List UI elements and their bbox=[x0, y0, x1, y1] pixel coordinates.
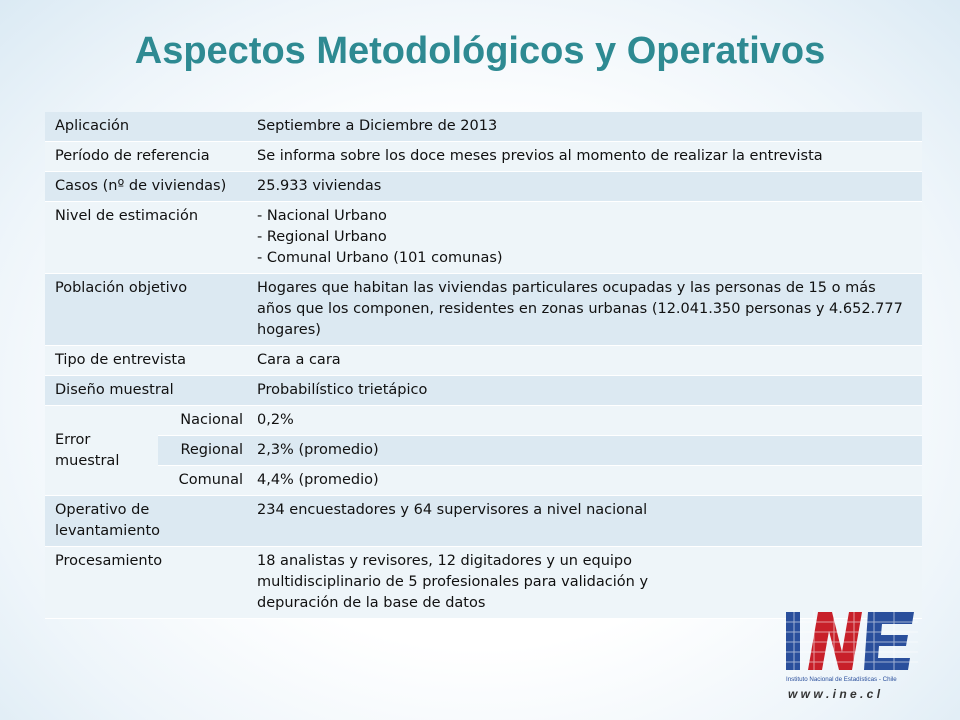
row-label: Nivel de estimación bbox=[45, 202, 247, 274]
row-value: Se informa sobre los doce meses previos al momento de realizar la entrevista bbox=[247, 142, 922, 172]
table-row bbox=[45, 406, 922, 436]
table-row bbox=[45, 112, 922, 142]
row-label: Período de referencia bbox=[45, 142, 247, 172]
row-value: 25.933 viviendas bbox=[247, 172, 922, 202]
row-label: Población objetivo bbox=[45, 274, 247, 346]
row-value: Hogares que habitan las viviendas particulares ocupadas y las personas de 15 o más años que los componen, residentes en zonas urbanas (12.041.350 personas y 4.652.777 hogares) bbox=[247, 274, 922, 346]
table-row bbox=[45, 274, 922, 346]
error-level: Nacional bbox=[158, 406, 247, 436]
table-row bbox=[45, 202, 922, 274]
row-label: Aplicación bbox=[45, 112, 247, 142]
slide-title: Aspectos Metodológicos y Operativos bbox=[134, 30, 826, 72]
table-row bbox=[45, 436, 922, 466]
error-level: Comunal bbox=[158, 466, 247, 496]
table-row bbox=[45, 172, 922, 202]
error-level: Regional bbox=[158, 436, 247, 466]
row-value: 234 encuestadores y 64 supervisores a nivel nacional bbox=[247, 496, 922, 547]
error-value: 2,3% (promedio) bbox=[247, 436, 922, 466]
logo-letter-i bbox=[786, 612, 800, 670]
ine-logo bbox=[784, 606, 924, 706]
row-label: Tipo de entrevista bbox=[45, 346, 247, 376]
row-value: 18 analistas y revisores, 12 digitadores y un equipo multidisciplinario de 5 profesionales para validación y depuración de la base de datos bbox=[247, 547, 922, 619]
table-row bbox=[45, 466, 922, 496]
table-row bbox=[45, 376, 922, 406]
nivel-item: - Nacional Urbano bbox=[257, 208, 387, 224]
table-row bbox=[45, 142, 922, 172]
logo-url: w w w . i n e . c l bbox=[788, 687, 881, 701]
row-label: Procesamiento bbox=[45, 547, 247, 619]
logo-subtitle: Instituto Nacional de Estadísticas - Chile bbox=[786, 676, 897, 683]
row-value: Probabilístico trietápico bbox=[247, 376, 922, 406]
error-value: 0,2% bbox=[247, 406, 922, 436]
table-row bbox=[45, 496, 922, 547]
row-value: Cara a cara bbox=[247, 346, 922, 376]
logo-letter-e bbox=[864, 612, 914, 670]
row-value: Septiembre a Diciembre de 2013 bbox=[247, 112, 922, 142]
row-value bbox=[247, 202, 922, 274]
row-label: Casos (nº de viviendas) bbox=[45, 172, 247, 202]
nivel-item: - Comunal Urbano (101 comunas) bbox=[257, 250, 503, 266]
row-label: Operativo de levantamiento bbox=[45, 496, 247, 547]
error-label: Error muestral bbox=[45, 406, 158, 496]
table-row bbox=[45, 346, 922, 376]
row-label: Diseño muestral bbox=[45, 376, 247, 406]
methodology-table bbox=[45, 112, 922, 619]
nivel-item: - Regional Urbano bbox=[257, 229, 387, 245]
error-value: 4,4% (promedio) bbox=[247, 466, 922, 496]
